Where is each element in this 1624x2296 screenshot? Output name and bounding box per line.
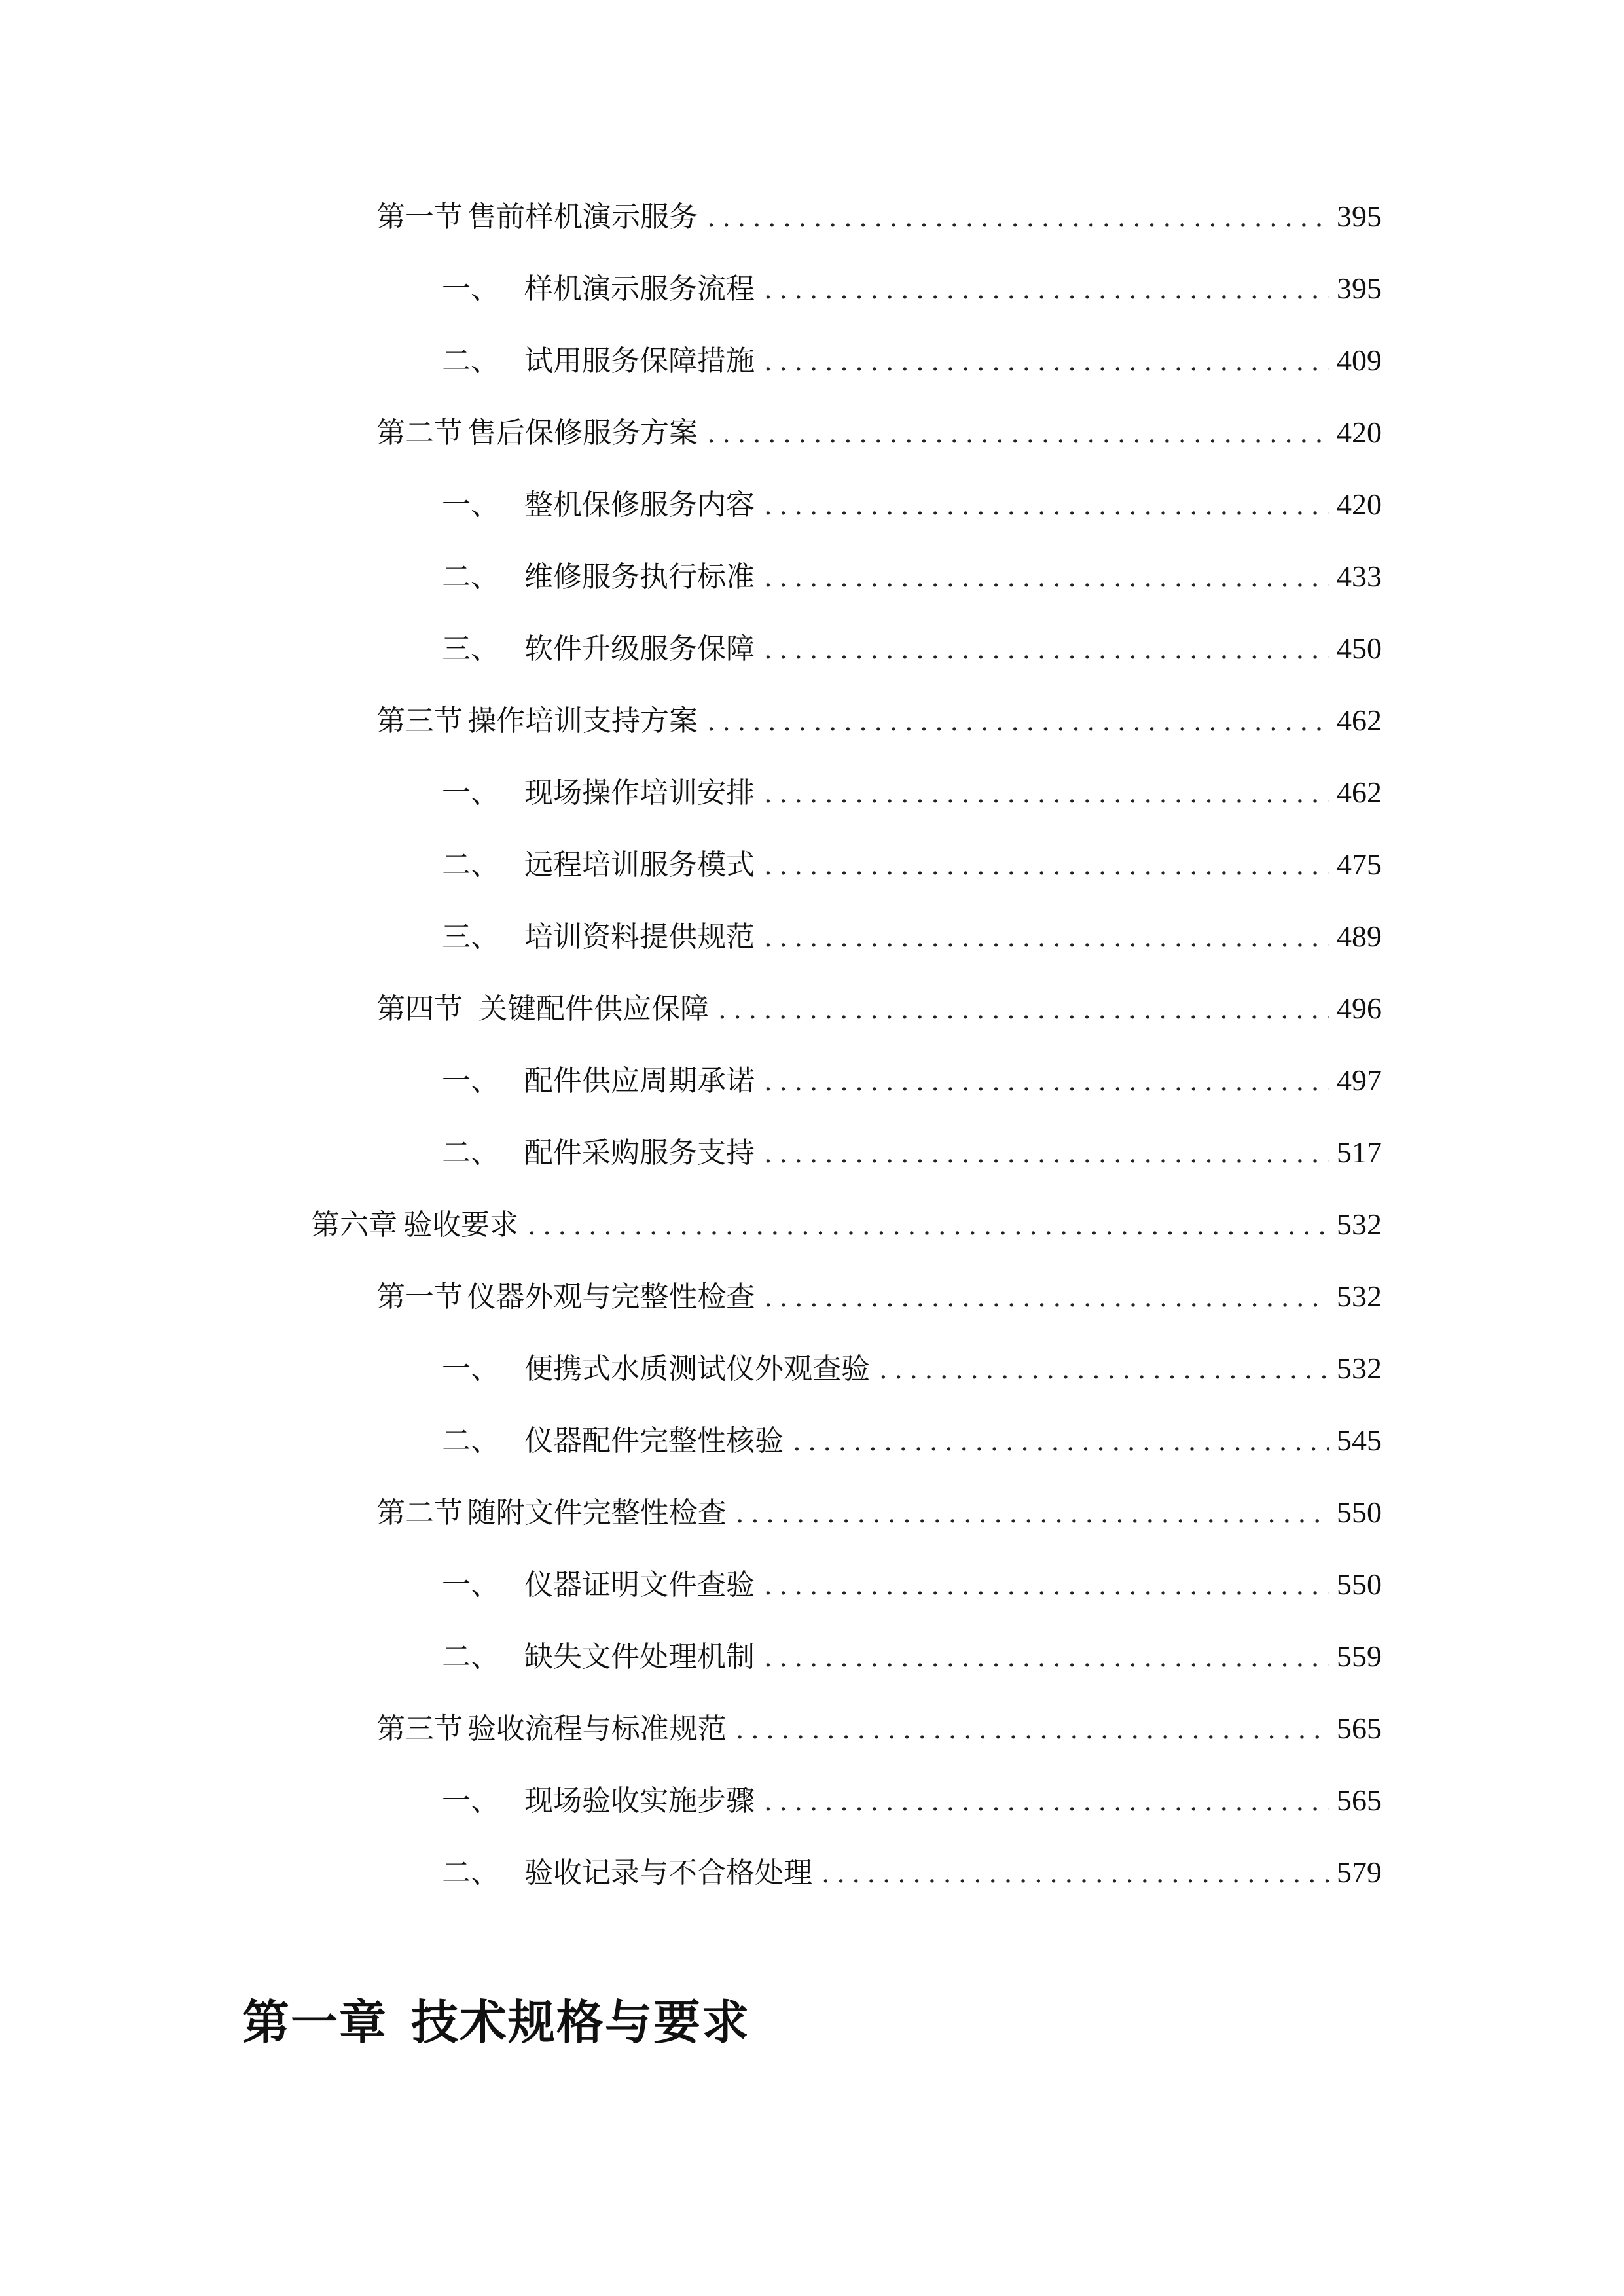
toc-entry-title: 仪器外观与完整性检查 <box>467 1280 755 1314</box>
toc-entry-title: 随附文件完整性检查 <box>467 1496 727 1530</box>
toc-entry-title: 缺失文件处理机制 <box>524 1640 755 1674</box>
toc-entry-page: 475 <box>1337 848 1382 881</box>
toc-entry[interactable] <box>442 1846 1382 1899</box>
toc-leader-dots <box>879 1344 1329 1396</box>
toc-entry-label: 三、 <box>442 632 499 666</box>
toc-entry[interactable] <box>442 622 1382 675</box>
toc-leader-dots <box>764 480 1329 532</box>
toc-entry-title: 整机保修服务内容 <box>524 488 755 522</box>
toc-entry-page: 496 <box>1337 992 1382 1025</box>
toc-entry[interactable] <box>442 838 1382 891</box>
chapter-heading <box>242 1990 750 2055</box>
toc-leader-dots <box>764 1560 1329 1612</box>
toc-entry-label: 三、 <box>442 920 499 954</box>
toc-entry-title: 现场操作培训安排 <box>524 776 755 810</box>
toc-entry-page: 550 <box>1337 1568 1382 1601</box>
toc-entry-title: 试用服务保障措施 <box>524 344 755 378</box>
toc-entry-page: 565 <box>1337 1784 1382 1817</box>
toc-entry-label: 二、 <box>442 344 499 378</box>
toc-entry-label: 第一节 <box>376 200 463 234</box>
toc-entry-page: 420 <box>1337 488 1382 521</box>
toc-leader-dots <box>764 552 1329 604</box>
toc-entry-label: 一、 <box>442 1568 499 1602</box>
toc-entry[interactable] <box>376 1486 1382 1539</box>
toc-entry-title: 软件升级服务保障 <box>524 632 755 666</box>
toc-leader-dots <box>764 768 1329 820</box>
toc-entry-page: 532 <box>1337 1208 1382 1241</box>
toc-entry[interactable] <box>442 550 1382 603</box>
toc-entry-label: 第二节 <box>376 416 463 450</box>
toc-entry-page: 565 <box>1337 1712 1382 1745</box>
toc-leader-dots <box>707 696 1329 748</box>
toc-entry-label: 第六章 <box>311 1208 397 1242</box>
toc-entry-page: 409 <box>1337 344 1382 377</box>
toc-entry-page: 550 <box>1337 1496 1382 1529</box>
toc-entry-title: 现场验收实施步骤 <box>524 1784 755 1818</box>
toc-entry[interactable] <box>311 1198 1382 1251</box>
toc-entry[interactable] <box>376 190 1382 243</box>
toc-entry[interactable] <box>376 694 1382 747</box>
toc-entry[interactable] <box>376 1270 1382 1323</box>
toc-entry-page: 395 <box>1337 272 1382 305</box>
toc-entry[interactable] <box>442 1126 1382 1179</box>
toc-entry-title: 验收记录与不合格处理 <box>524 1856 812 1890</box>
toc-entry-title: 样机演示服务流程 <box>524 272 755 306</box>
toc-leader-dots <box>764 1632 1329 1684</box>
toc-entry-page: 517 <box>1337 1136 1382 1169</box>
toc-leader-dots <box>764 1776 1329 1828</box>
toc-entry[interactable] <box>442 1342 1382 1395</box>
toc-entry-page: 579 <box>1337 1856 1382 1889</box>
toc-entry-label: 第二节 <box>376 1496 463 1530</box>
toc-leader-dots <box>764 264 1329 316</box>
chapter-heading-title: 技术规格与要求 <box>411 1995 751 2050</box>
toc-leader-dots <box>764 624 1329 676</box>
toc-entry[interactable] <box>442 910 1382 963</box>
toc-leader-dots <box>764 336 1329 388</box>
toc-entry[interactable] <box>442 1414 1382 1467</box>
toc-leader-dots <box>764 1056 1329 1108</box>
toc-entry-page: 532 <box>1337 1280 1382 1313</box>
toc-leader-dots <box>793 1416 1329 1468</box>
toc-entry-page: 462 <box>1337 776 1382 809</box>
toc-entry-title: 便携式水质测试仪外观查验 <box>524 1352 870 1386</box>
toc-entry-label: 二、 <box>442 560 499 594</box>
toc-entry[interactable] <box>376 1702 1382 1755</box>
toc-entry-label: 二、 <box>442 1136 499 1170</box>
toc-entry-label: 一、 <box>442 272 499 306</box>
toc-entry-label: 一、 <box>442 1064 499 1098</box>
toc-entry-title: 仪器配件完整性核验 <box>524 1424 784 1458</box>
toc-entry-title: 远程培训服务模式 <box>524 848 755 882</box>
toc-entry[interactable] <box>376 406 1382 459</box>
toc-entry-label: 一、 <box>442 776 499 810</box>
toc-entry-label: 第一节 <box>376 1280 463 1314</box>
toc-entry[interactable] <box>442 262 1382 315</box>
toc-leader-dots <box>764 912 1329 964</box>
toc-entry-title: 仪器证明文件查验 <box>524 1568 755 1602</box>
toc-leader-dots <box>764 840 1329 892</box>
toc-entry-label: 一、 <box>442 1784 499 1818</box>
toc-entry[interactable] <box>442 1774 1382 1827</box>
toc-entry-page: 497 <box>1337 1064 1382 1097</box>
toc-leader-dots <box>821 1848 1329 1900</box>
toc-entry-label: 一、 <box>442 1352 499 1386</box>
toc-entry-title: 培训资料提供规范 <box>524 920 755 954</box>
toc-entry-page: 462 <box>1337 704 1382 737</box>
toc-entry[interactable] <box>442 1054 1382 1107</box>
toc-entry-page: 559 <box>1337 1640 1382 1673</box>
toc-entry-label: 一、 <box>442 488 499 522</box>
toc-entry[interactable] <box>442 334 1382 387</box>
toc-entry[interactable] <box>442 478 1382 531</box>
toc-leader-dots <box>764 1272 1329 1324</box>
toc-leader-dots <box>707 192 1329 244</box>
toc-entry-page: 545 <box>1337 1424 1382 1457</box>
toc-entry-title: 配件采购服务支持 <box>524 1136 755 1170</box>
toc-entry-title: 配件供应周期承诺 <box>524 1064 755 1098</box>
toc-entry-label: 二、 <box>442 1640 499 1674</box>
toc-entry-label: 二、 <box>442 1856 499 1890</box>
toc-leader-dots <box>707 408 1329 460</box>
toc-entry-title: 关键配件供应保障 <box>478 992 709 1026</box>
chapter-heading-label: 第一章 <box>242 1995 388 2050</box>
toc-entry-title: 验收要求 <box>403 1208 519 1242</box>
toc-entry[interactable] <box>442 1558 1382 1611</box>
toc-entry-title: 售后保修服务方案 <box>467 416 698 450</box>
toc-entry-title: 验收流程与标准规范 <box>467 1712 727 1746</box>
toc-entry-page: 532 <box>1337 1352 1382 1385</box>
toc-entry-page: 433 <box>1337 560 1382 593</box>
toc-entry-label: 第三节 <box>376 704 463 738</box>
toc-entry-page: 450 <box>1337 632 1382 665</box>
toc-leader-dots <box>718 984 1329 1036</box>
toc-entry-title: 维修服务执行标准 <box>524 560 755 594</box>
toc-entry-label: 二、 <box>442 1424 499 1458</box>
toc-entry[interactable] <box>442 766 1382 819</box>
toc-leader-dots <box>736 1704 1329 1756</box>
toc-entry-label: 第三节 <box>376 1712 463 1746</box>
toc-entry-title: 操作培训支持方案 <box>467 704 698 738</box>
toc-entry-page: 420 <box>1337 416 1382 449</box>
toc-entry[interactable] <box>442 1630 1382 1683</box>
toc-entry-label: 二、 <box>442 848 499 882</box>
toc-entry-page: 395 <box>1337 200 1382 233</box>
toc-leader-dots <box>736 1488 1329 1540</box>
toc-entry-title: 售前样机演示服务 <box>467 200 698 234</box>
toc-leader-dots <box>764 1128 1329 1180</box>
toc-entry-label: 第四节 <box>376 992 463 1026</box>
toc-entry-page: 489 <box>1337 920 1382 953</box>
toc-entry[interactable] <box>376 982 1382 1035</box>
toc-leader-dots <box>528 1200 1329 1252</box>
